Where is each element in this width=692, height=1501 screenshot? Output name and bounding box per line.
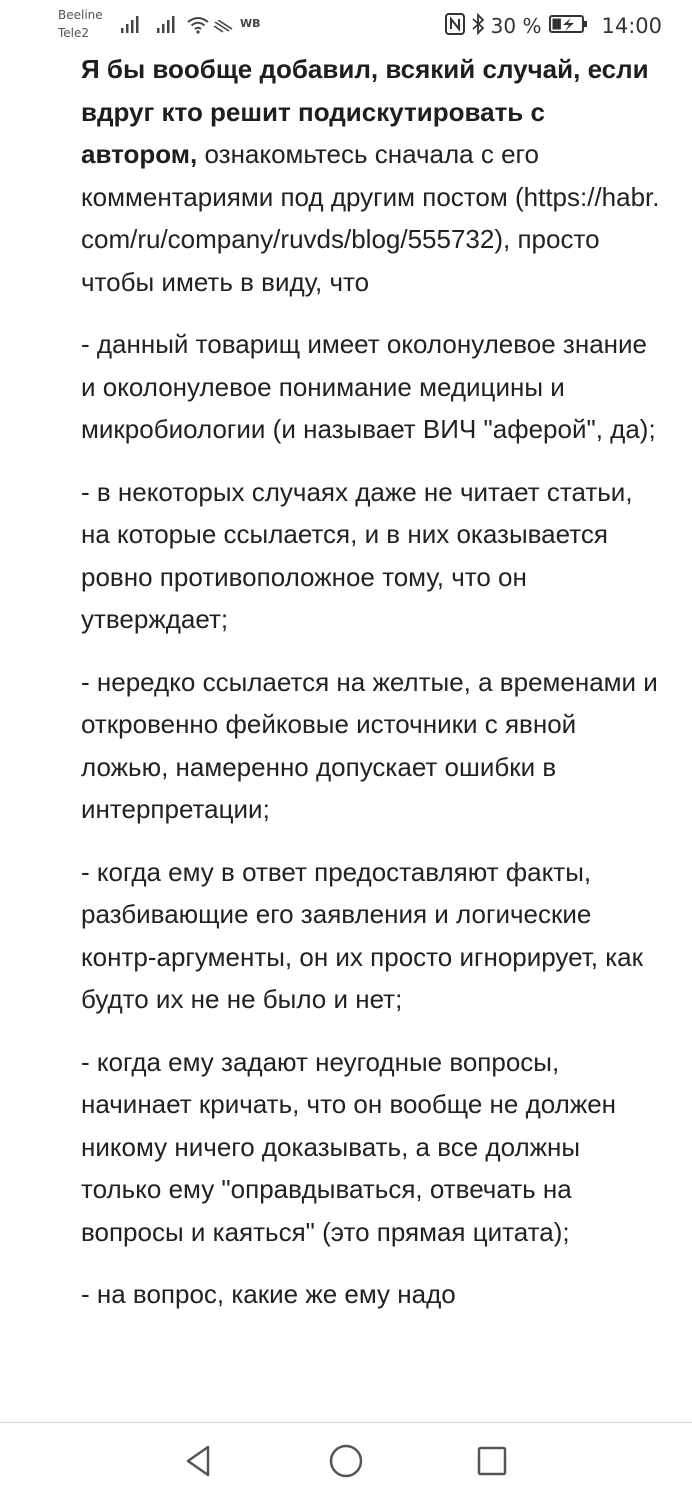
data-arrows-icon: [213, 19, 233, 38]
comment-point: - данный товарищ имеет околонулевое знание и околонулевое понимание медицины и микробиологии (и называет ВИЧ "аферой", да);: [81, 329, 656, 444]
comment-point: - в некоторых случаях даже не читает статьи, на которые ссылается, и в них оказывается ровно противоположное тому, что он утверждает;: [81, 476, 633, 634]
bluetooth-icon: [471, 13, 485, 40]
comment-point: - нередко ссылается на желтые, а временами и откровенно фейковые источники с явной ложью, намеренно допускает ошибки в интерпретации;: [81, 666, 658, 824]
home-icon: [328, 1443, 364, 1484]
battery-charging-icon: [549, 14, 589, 39]
comment-lead-bold: Я бы вообще добавил, всякий случай, если вдруг кто решит подискутировать с автором,: [81, 54, 649, 169]
comment-point: - когда ему задают неугодные вопросы, начинает кричать, что он вообще не должен никому ничего доказывать, а все должны только ему "оправдываться, отвечать на вопросы и каяться" (это прямая цитата);: [81, 1046, 617, 1247]
carrier-2: Tele2: [58, 26, 90, 40]
battery-percent: 30 %: [490, 14, 542, 38]
carrier-names: [58, 6, 103, 42]
home-button[interactable]: [326, 1443, 366, 1483]
signal-icon: [120, 16, 142, 38]
recents-icon: [476, 1445, 508, 1482]
back-button[interactable]: [178, 1443, 218, 1483]
comment-lead-paragraph: [81, 48, 666, 303]
recents-button[interactable]: [472, 1443, 512, 1483]
comment-point: - на вопрос, какие же ему надо: [81, 1279, 456, 1309]
back-icon: [183, 1444, 213, 1483]
signal-icon: [156, 16, 178, 38]
comment-lead-tail: ), просто чтобы иметь в виду, что: [81, 224, 600, 297]
carrier-1: Beeline: [58, 8, 103, 22]
comment-lead-url: https://habr.com/ru/company/ruvds/blog/555732: [81, 181, 660, 254]
navigation-bar: [0, 1422, 692, 1501]
status-bar: [0, 0, 692, 50]
comment-point: - когда ему в ответ предоставляют факты, разбивающие его заявления и логические контр-аргументы, он их просто игнорирует, как будто их не не было и нет;: [81, 856, 643, 1014]
clock: 14:00: [601, 14, 662, 38]
comment-lead-text: ознакомьтесь сначала с его комментариями под другим постом (: [81, 139, 539, 212]
data-type-label: WB: [240, 17, 261, 30]
comment-body: [81, 48, 666, 1336]
wifi-icon: [186, 16, 210, 38]
status-right: [445, 12, 662, 40]
nfc-icon: [445, 13, 465, 40]
